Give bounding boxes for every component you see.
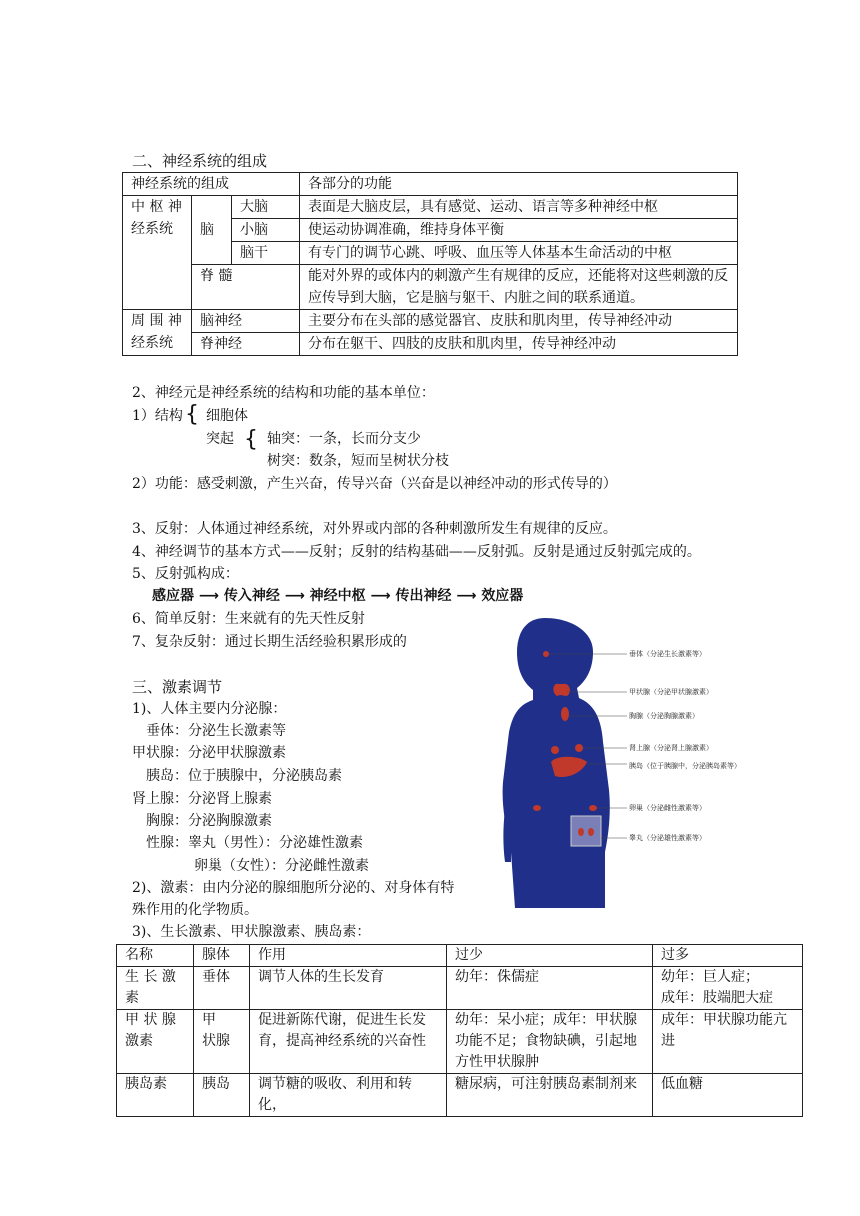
gland-item: 垂体：分泌生长激素等	[146, 723, 286, 739]
table-cell: 脑	[192, 196, 232, 265]
arc-step: 传出神经	[395, 588, 452, 604]
reflex-arc-heading: 5、反射弧构成：	[132, 566, 239, 582]
gland-item: 胸腺：分泌胸腺激素	[146, 813, 272, 829]
reflex-arc-chain	[152, 586, 523, 606]
testis-shape	[578, 828, 584, 836]
table-cell: 能对外界的或体内的刺激产生有规律的反应，还能将对这些刺激的反应传导到大脑，它是脑与躯干、内脏之间的联系通道。	[300, 265, 738, 310]
arrow-right-icon: ⟶	[456, 588, 477, 604]
figure-label: 睾丸（分泌雄性激素等）	[629, 834, 706, 842]
table-header: 过少	[447, 945, 653, 967]
table-row	[117, 1010, 803, 1074]
table-cell: 使运动协调准确，维持身体平衡	[300, 219, 738, 242]
figure-label: 甲状腺（分泌甲状腺激素）	[629, 688, 713, 696]
hormone-definition-cont: 殊作用的化学物质。	[132, 902, 258, 918]
arrow-right-icon: ⟶	[284, 588, 305, 604]
gland-item: 肾上腺：分泌肾上腺素	[132, 791, 272, 807]
section-title-hormones: 三、激素调节	[132, 678, 223, 696]
table-row	[117, 967, 803, 1010]
brace-icon: {	[244, 427, 258, 452]
table-row	[123, 196, 738, 219]
gland-item: 性腺：睾丸（男性）：分泌雄性激素	[146, 835, 363, 851]
table-cell: 胰岛	[194, 1074, 250, 1117]
figure-label: 卵巢（分泌雌性激素等）	[629, 804, 706, 812]
table-header: 腺体	[194, 945, 250, 967]
hormone-table-heading: 3)、生长激素、甲状腺激素、胰岛素：	[132, 924, 371, 940]
axon-text: 轴突：一条，长而分支少	[267, 431, 421, 447]
table-cell: 周 围 神 经系统	[123, 310, 192, 356]
table-cell: 中 枢 神 经系统	[123, 196, 192, 310]
table-header: 过多	[653, 945, 803, 967]
table-cell: 甲 状腺	[194, 1010, 250, 1074]
table-cell	[653, 967, 803, 1010]
glands-heading: 1)、人体主要内分泌腺：	[132, 701, 287, 717]
table-cell: 甲 状 腺激素	[117, 1010, 194, 1074]
table-cell: 大脑	[232, 196, 300, 219]
gland-item: 卵巢（女性）：分泌雌性激素	[194, 858, 369, 874]
section-title-nervous-system: 二、神经系统的组成	[132, 152, 268, 170]
table-cell: 调节人体的生长发育	[250, 967, 447, 1010]
hormone-definition: 2)、激素：由内分泌的腺细胞所分泌的、对身体有特	[132, 880, 455, 896]
table-cell: 幼年：侏儒症	[447, 967, 653, 1010]
table-cell: 幼年：呆小症；成年：甲状腺功能不足；食物缺碘，引起地方性甲状腺肿	[447, 1010, 653, 1074]
table-cell: 主要分布在头部的感觉器官、皮肤和肌肉里，传导神经冲动	[300, 310, 738, 333]
gland-item: 胰岛：位于胰腺中，分泌胰岛素	[146, 768, 342, 784]
table-cell: 脊 髓	[192, 265, 300, 310]
table-cell: 脊神经	[192, 333, 300, 356]
reflex-definition: 3、反射：人体通过神经系统，对外界或内部的各种刺激所发生有规律的反应。	[132, 521, 617, 537]
table-row	[123, 333, 738, 356]
table-cell: 分布在躯干、四肢的皮肤和肌肉里，传导神经冲动	[300, 333, 738, 356]
table-row	[123, 310, 738, 333]
table-cell: 小脑	[232, 219, 300, 242]
hormone-table	[116, 944, 803, 1117]
neuron-heading: 2、神经元是神经系统的结构和功能的基本单位：	[132, 385, 435, 401]
figure-label: 垂体（分泌生长激素等）	[629, 650, 706, 658]
table-header: 名称	[117, 945, 194, 967]
arrow-right-icon: ⟶	[198, 588, 219, 604]
table-header: 作用	[250, 945, 447, 967]
table-cell: 表面是大脑皮层，具有感觉、运动、语言等多种神经中枢	[300, 196, 738, 219]
cell-line: 幼年：巨人症；	[661, 969, 759, 985]
table-cell: 调节糖的吸收、利用和转化，	[250, 1074, 447, 1117]
brace-icon: {	[185, 402, 199, 427]
dendrite-text: 树突：数条，短而呈树状分枝	[267, 453, 449, 469]
table-cell: 糖尿病，可注射胰岛素制剂来	[447, 1074, 653, 1117]
figure-label: 肾上腺（分泌肾上腺激素）	[629, 744, 713, 752]
structure-label: 1）结构	[132, 408, 183, 424]
complex-reflex: 7、复杂反射：通过长期生活经验积累形成的	[132, 634, 407, 650]
cell-line: 成年：肢端肥大症	[661, 990, 773, 1006]
gland-item: 甲状腺：分泌甲状腺激素	[132, 745, 286, 761]
testes-inset	[571, 816, 601, 846]
table-header: 各部分的功能	[300, 173, 738, 196]
table-row	[123, 265, 738, 310]
table-cell: 胰岛素	[117, 1074, 194, 1117]
table-header: 神经系统的组成	[123, 173, 300, 196]
arc-step: 神经中枢	[309, 588, 366, 604]
table-cell: 脑神经	[192, 310, 300, 333]
arc-step: 效应器	[481, 588, 524, 604]
arc-step: 传入神经	[223, 588, 280, 604]
arrow-right-icon: ⟶	[370, 588, 391, 604]
table-cell: 垂体	[194, 967, 250, 1010]
process-text: 突起	[206, 431, 234, 447]
figure-label: 胸腺（分泌胸腺激素）	[629, 712, 699, 720]
figure-label: 胰岛（位于胰腺中，分泌胰岛素等）	[629, 762, 741, 770]
table-row	[117, 1074, 803, 1117]
reflex-basic-mode: 4、神经调节的基本方式——反射；反射的结构基础——反射弧。反射是通过反射弧完成的。	[132, 544, 701, 560]
table-cell: 促进新陈代谢，促进生长发育，提高神经系统的兴奋性	[250, 1010, 447, 1074]
table-cell: 脑干	[232, 242, 300, 265]
function-text: 2）功能：感受刺激，产生兴奋，传导兴奋（兴奋是以神经冲动的形式传导的）	[132, 476, 617, 492]
table-cell: 生 长 激素	[117, 967, 194, 1010]
table-cell: 成年：甲状腺功能亢进	[653, 1010, 803, 1074]
endocrine-figure	[497, 612, 752, 908]
simple-reflex: 6、简单反射：生来就有的先天性反射	[132, 611, 365, 627]
table-cell: 有专门的调节心跳、呼吸、血压等人体基本生命活动的中枢	[300, 242, 738, 265]
arc-step: 感应器	[152, 588, 194, 604]
table-row	[123, 173, 738, 196]
nervous-system-table	[122, 172, 738, 356]
table-cell: 低血糖	[653, 1074, 803, 1117]
testis-shape	[588, 828, 594, 836]
table-row	[117, 945, 803, 967]
cell-body-text: 细胞体	[206, 408, 248, 424]
